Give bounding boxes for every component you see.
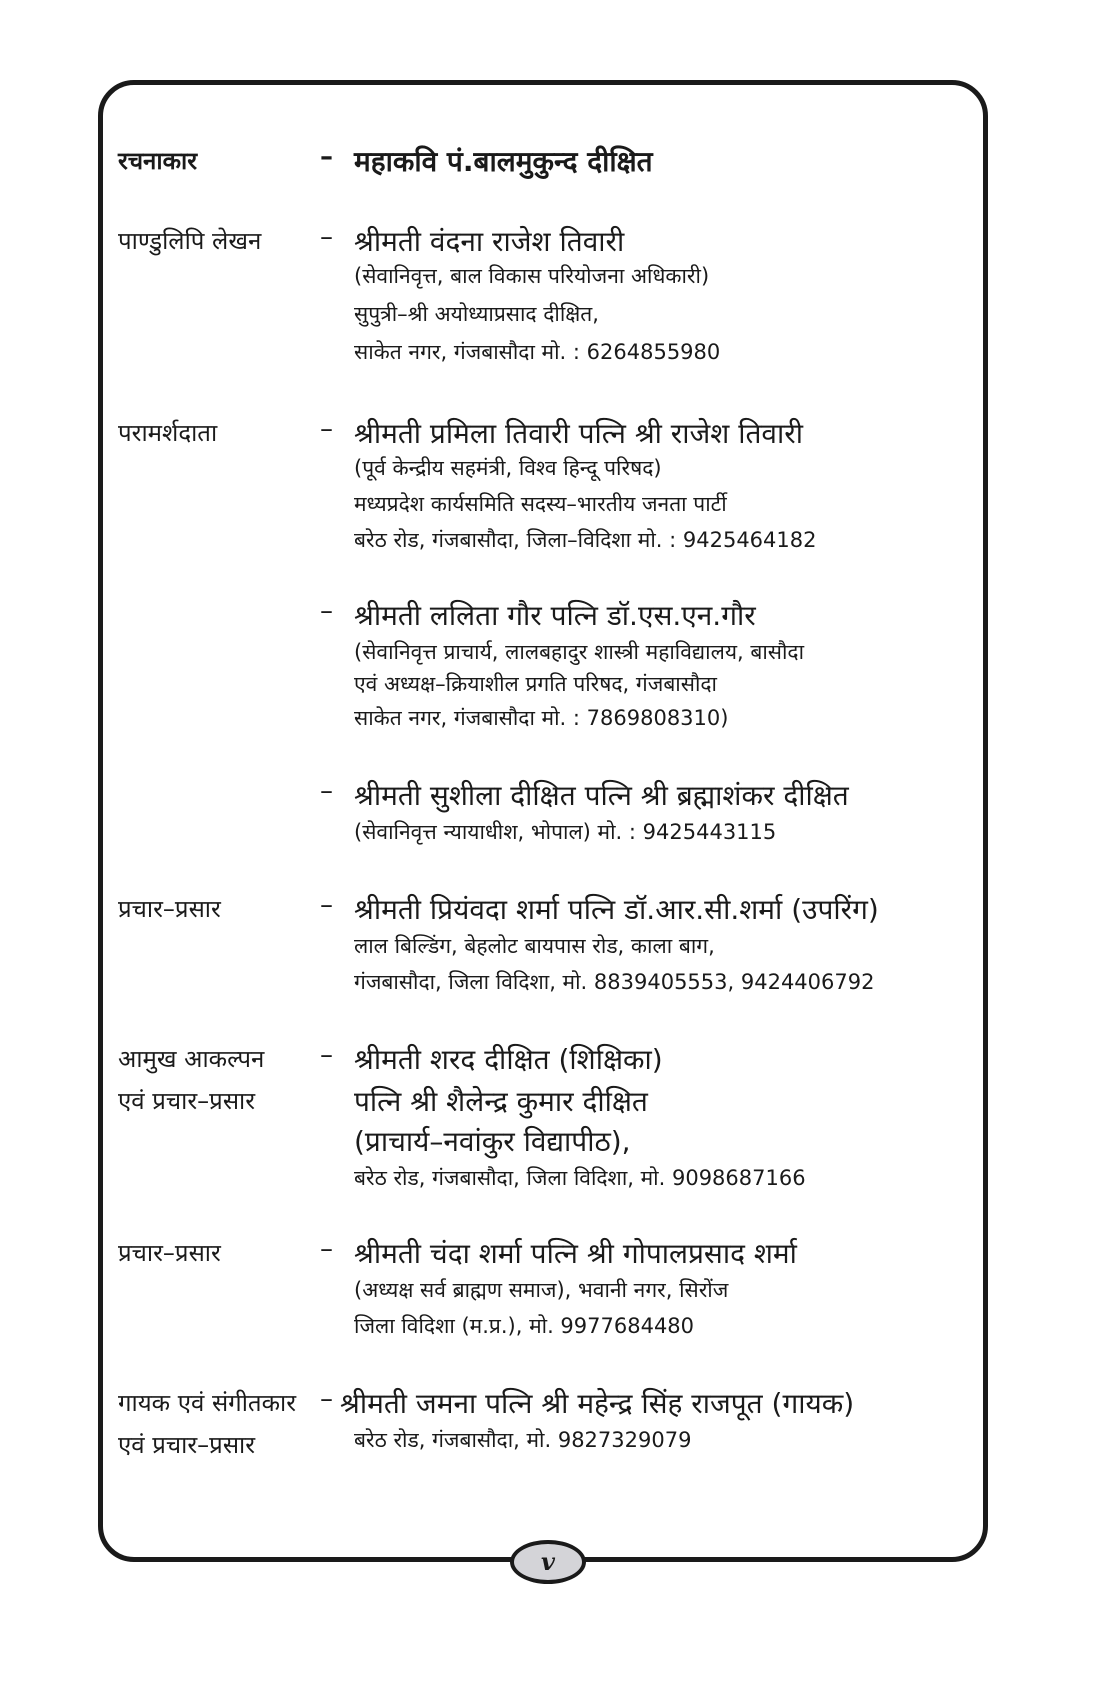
credit-detail-line: (पूर्व केन्द्रीय सहमंत्री, विश्व हिन्दू परिषद) — [354, 456, 662, 480]
credit-detail-line: सुपुत्री–श्री अयोध्याप्रसाद दीक्षित, — [354, 302, 599, 326]
credit-detail-line: (सेवानिवृत्त, बाल विकास परियोजना अधिकारी) — [354, 264, 710, 288]
dash-separator: – — [320, 222, 333, 252]
dash-separator: – — [320, 776, 333, 806]
credit-detail-line: साकेत नगर, गंजबासौदा मो. : 7869808310) — [354, 706, 729, 730]
credit-detail-line: (सेवानिवृत्त प्राचार्य, लालबहादुर शास्त्री महाविद्यालय, बासौदा — [354, 640, 805, 664]
credit-role-label: पाण्डुलिपि लेखन — [118, 227, 262, 255]
credit-role-label: रचनाकार — [118, 147, 198, 175]
credit-role-label: आमुख आकल्पन — [118, 1045, 265, 1073]
credit-detail-line: जिला विदिशा (म.प्र.), मो. 9977684480 — [354, 1314, 695, 1338]
credit-detail-line: (अध्यक्ष सर्व ब्राह्मण समाज), भवानी नगर, सिरोंज — [354, 1278, 729, 1302]
credit-role-label: गायक एवं संगीतकार — [118, 1389, 297, 1417]
credit-person-name: महाकवि पं.बालमुकुन्द दीक्षित — [354, 145, 653, 178]
credit-role-label: प्रचार–प्रसार — [118, 1239, 221, 1267]
credit-person-name: श्रीमती प्रमिला तिवारी पत्नि श्री राजेश तिवारी — [354, 417, 803, 450]
credit-detail-line: बरेठ रोड, गंजबासौदा, मो. 9827329079 — [354, 1428, 692, 1452]
credit-detail-line: गंजबासौदा, जिला विदिशा, मो. 8839405553, 9424406792 — [354, 970, 875, 994]
credit-detail-line: पत्नि श्री शैलेन्द्र कुमार दीक्षित — [354, 1085, 648, 1118]
credit-detail-line: बरेठ रोड, गंजबासौदा, जिला विदिशा, मो. 9098687166 — [354, 1166, 806, 1190]
credit-person-name: श्रीमती सुशीला दीक्षित पत्नि श्री ब्रह्माशंकर दीक्षित — [354, 779, 849, 812]
dash-separator: – — [320, 1234, 333, 1264]
credit-role-label: प्रचार–प्रसार — [118, 895, 221, 923]
dash-separator: – — [320, 1040, 333, 1070]
credit-detail-line: मध्यप्रदेश कार्यसमिति सदस्य–भारतीय जनता पार्टी — [354, 492, 727, 516]
dash-separator: – — [320, 1384, 333, 1414]
dash-separator: – — [320, 414, 333, 444]
credit-detail-line: साकेत नगर, गंजबासौदा मो. : 6264855980 — [354, 340, 721, 364]
credit-person-name: श्रीमती जमना पत्नि श्री महेन्द्र सिंह राजपूत (गायक) — [340, 1387, 855, 1420]
credit-detail-line: लाल बिल्डिंग, बेहलोट बायपास रोड, काला बाग, — [354, 934, 715, 958]
credit-person-name: श्रीमती प्रियंवदा शर्मा पत्नि डॉ.आर.सी.शर्मा (उपरिंग) — [354, 893, 879, 926]
credit-person-name: श्रीमती ललिता गौर पत्नि डॉ.एस.एन.गौर — [354, 599, 756, 632]
credit-role-label: परामर्शदाता — [118, 419, 218, 447]
credit-detail-line: (सेवानिवृत्त न्यायाधीश, भोपाल) मो. : 9425443115 — [354, 820, 777, 844]
credit-role-label: एवं प्रचार–प्रसार — [118, 1431, 256, 1459]
dash-separator: – — [320, 142, 333, 172]
credit-person-name: श्रीमती चंदा शर्मा पत्नि श्री गोपालप्रसाद शर्मा — [354, 1237, 797, 1270]
credit-person-name: श्रीमती शरद दीक्षित (शिक्षिका) — [354, 1043, 663, 1076]
credit-detail-line: (प्राचार्य–नवांकुर विद्यापीठ), — [354, 1125, 631, 1158]
page-number: v — [510, 1540, 586, 1584]
credit-role-label: एवं प्रचार–प्रसार — [118, 1087, 256, 1115]
credit-person-name: श्रीमती वंदना राजेश तिवारी — [354, 225, 625, 258]
credit-detail-line: बरेठ रोड, गंजबासौदा, जिला–विदिशा मो. : 9425464182 — [354, 528, 817, 552]
dash-separator: – — [320, 596, 333, 626]
dash-separator: – — [320, 890, 333, 920]
credit-detail-line: एवं अध्यक्ष–क्रियाशील प्रगति परिषद, गंजबासौदा — [354, 672, 717, 696]
